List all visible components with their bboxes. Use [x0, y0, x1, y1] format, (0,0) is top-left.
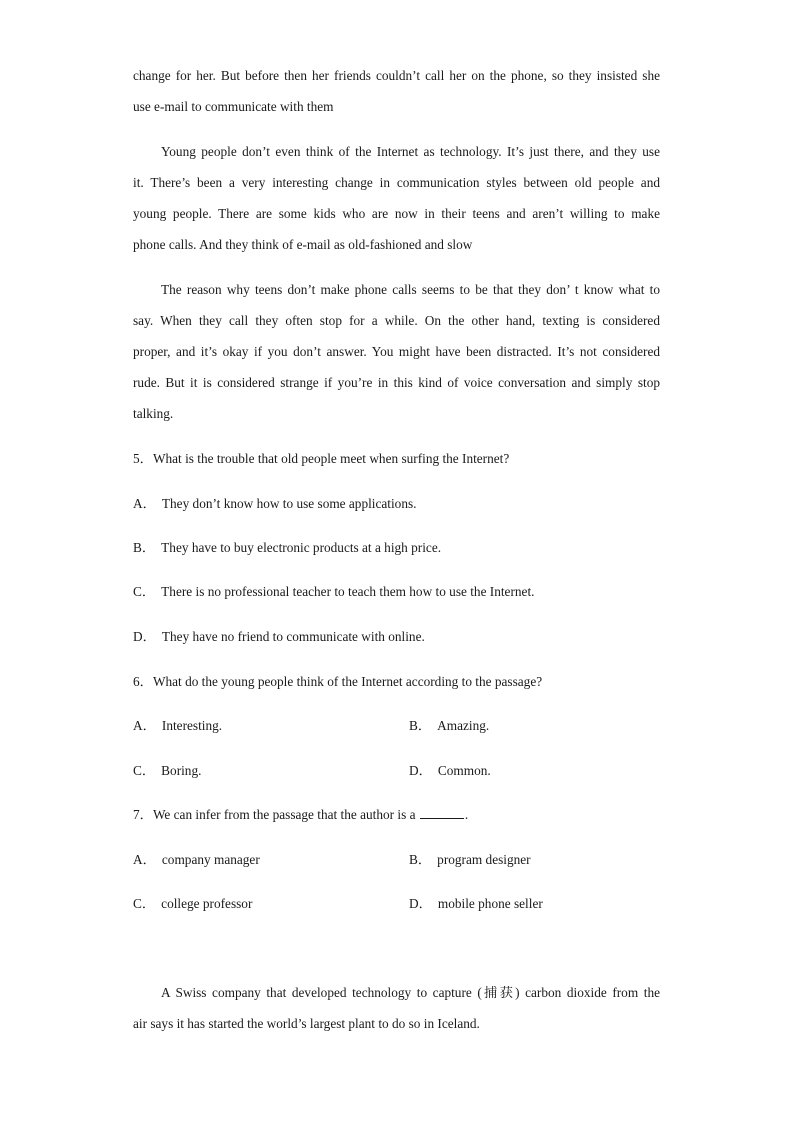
passage-line: talking.: [133, 406, 174, 421]
question-6-stem: 6．What do the young people think of the Internet according to the passage?: [133, 674, 543, 689]
option-label: C．: [133, 584, 156, 599]
question-7-stem-text: 7．We can infer from the passage that the author is a: [133, 807, 416, 822]
option-label: B．: [409, 718, 432, 733]
q5-option-b[interactable]: [133, 540, 441, 556]
passage-line: A Swiss company that developed technology to capture (捕获) carbon dioxide from the: [161, 985, 660, 1000]
q6-option-c[interactable]: [133, 763, 201, 779]
passage-line: rude. But it is considered strange if you’re in this kind of voice conversation and simply stop: [133, 375, 660, 390]
option-label: B．: [133, 540, 156, 555]
passage-line: phone calls. And they think of e-mail as old-fashioned and slow: [133, 237, 473, 252]
passage-line: air says it has started the world’s largest plant to do so in Iceland.: [133, 1016, 480, 1031]
q6-option-a[interactable]: [133, 718, 222, 734]
q5-option-d[interactable]: [133, 629, 425, 645]
option-text: college professor: [161, 896, 253, 911]
option-text: mobile phone seller: [437, 896, 543, 911]
passage-line: say. When they call they often stop for a while. On the other hand, texting is considered: [133, 313, 660, 328]
passage-line: it. There’s been a very interesting change in communication styles between old people and: [133, 175, 660, 190]
option-text: Interesting.: [161, 718, 223, 733]
option-text: They have to buy electronic products at a high price.: [161, 540, 442, 555]
question-5-stem: 5．What is the trouble that old people meet when surfing the Internet?: [133, 451, 510, 466]
option-label: B．: [409, 852, 432, 867]
q7-option-b[interactable]: [409, 852, 531, 868]
q6-option-d[interactable]: [409, 763, 491, 779]
q7-option-c[interactable]: [133, 896, 252, 912]
option-label: C．: [133, 763, 156, 778]
option-text: Amazing.: [437, 718, 490, 733]
passage-line: Young people don’t even think of the Internet as technology. It’s just there, and they use: [161, 144, 660, 159]
q6-option-b[interactable]: [409, 718, 489, 734]
option-text: company manager: [161, 852, 260, 867]
option-text: program designer: [437, 852, 531, 867]
q7-option-a[interactable]: [133, 852, 260, 868]
option-text: They have no friend to communicate with online.: [161, 629, 425, 644]
question-7-stem: [133, 807, 468, 823]
passage-line: proper, and it’s okay if you don’t answer. You might have been distracted. It’s not considered: [133, 344, 660, 359]
option-label: A．: [133, 852, 156, 867]
option-label: D．: [409, 896, 432, 911]
option-text: Boring.: [161, 763, 202, 778]
q7-option-d[interactable]: [409, 896, 543, 912]
q5-option-a[interactable]: [133, 496, 416, 512]
option-label: A．: [133, 496, 156, 511]
passage-line: young people. There are some kids who are now in their teens and aren’t willing to make: [133, 206, 660, 221]
q5-option-c[interactable]: [133, 584, 534, 600]
option-label: D．: [133, 629, 156, 644]
question-7-stem-end: .: [464, 807, 469, 822]
passage-line: use e-mail to communicate with them: [133, 99, 334, 114]
option-text: They don’t know how to use some applications.: [161, 496, 417, 511]
option-label: C．: [133, 896, 156, 911]
option-label: A．: [133, 718, 156, 733]
option-text: There is no professional teacher to teach them how to use the Internet.: [161, 584, 535, 599]
option-label: D．: [409, 763, 432, 778]
passage-line: change for her. But before then her friends couldn’t call her on the phone, so they insisted she: [133, 68, 660, 83]
answer-blank: [420, 808, 464, 819]
passage-line: The reason why teens don’t make phone calls seems to be that they don’ t know what to: [161, 282, 660, 297]
option-text: Common.: [437, 763, 491, 778]
